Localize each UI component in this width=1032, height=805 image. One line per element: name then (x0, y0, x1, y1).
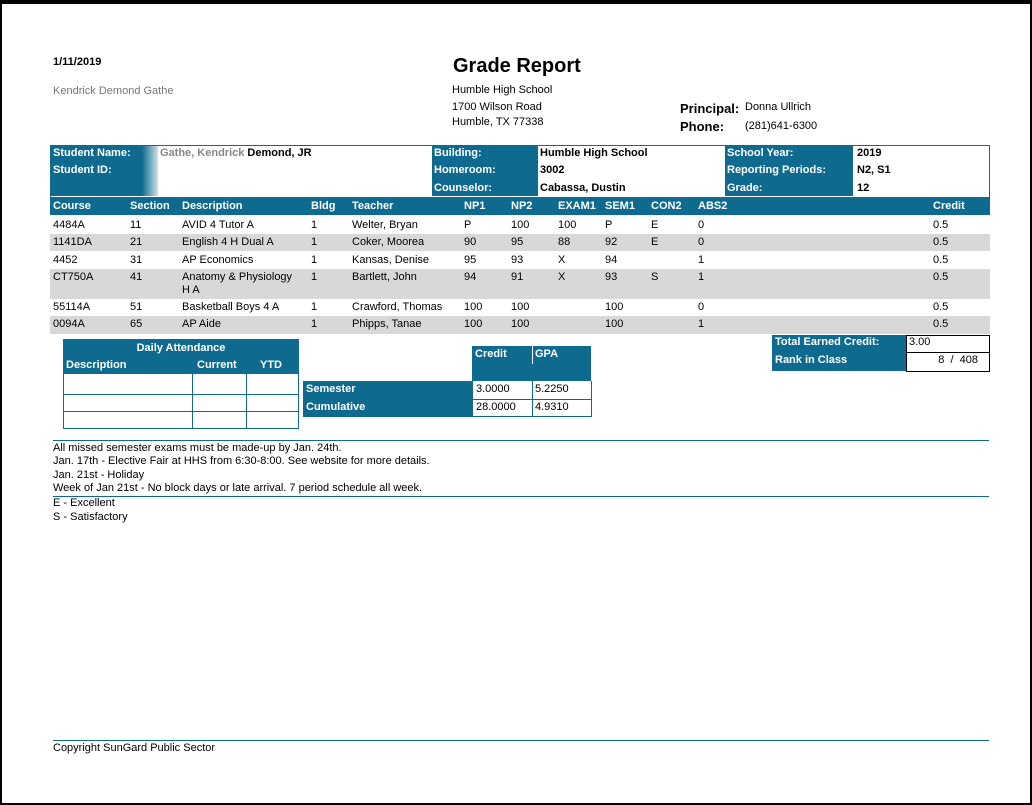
table-cell: 1 (698, 318, 705, 330)
table-cell: 100 (511, 219, 530, 231)
col-teacher: Teacher (352, 200, 394, 212)
table-cell: CT750A (53, 271, 94, 283)
rank-in-class-label: Rank in Class (775, 354, 848, 366)
grade-label: Grade: (727, 182, 763, 194)
attendance-description-header: Description (66, 359, 127, 371)
rank-in-class-value: 8 / 408 (938, 354, 978, 366)
gpa-cumulative-gpa: 4.9310 (535, 401, 569, 413)
col-sem1: SEM1 (605, 200, 635, 212)
table-cell: 65 (130, 318, 143, 330)
table-cell: 31 (130, 254, 143, 266)
student-name-value (160, 147, 312, 159)
table-cell: E (651, 219, 659, 231)
table-cell: 4452 (53, 254, 78, 266)
table-cell: 94 (464, 271, 477, 283)
table-cell: Phipps, Tanae (352, 318, 422, 330)
col-abs2: ABS2 (698, 200, 728, 212)
legend-item: S - Satisfactory (53, 511, 128, 523)
table-cell: 0.5 (933, 301, 949, 313)
attendance-current-header: Current (197, 359, 237, 371)
student-name-label: Student Name: (53, 147, 131, 159)
table-cell: 100 (464, 301, 483, 313)
course-table-header (50, 198, 990, 215)
page-title: Grade Report (453, 55, 581, 77)
table-cell: 51 (130, 301, 143, 313)
table-cell: 95 (511, 236, 524, 248)
reporting-periods-value: N2, S1 (857, 164, 891, 176)
table-cell: X (558, 254, 566, 266)
principal-value: Donna Ullrich (745, 101, 812, 113)
legend-item: E - Excellent (53, 497, 115, 509)
table-cell: 1 (311, 254, 318, 266)
table-cell: Welter, Bryan (352, 219, 418, 231)
total-earned-credit-value: 3.00 (909, 336, 931, 348)
table-cell: 1141DA (53, 236, 92, 248)
col-np1: NP1 (464, 200, 486, 212)
building-label: Building: (434, 147, 482, 159)
table-cell: 0 (698, 219, 705, 231)
school-name: Humble High School (452, 84, 553, 96)
table-cell: 93 (605, 271, 618, 283)
message-line: Week of Jan 21st - No block days or late arrival. 7 period schedule all week. (53, 482, 423, 494)
col-credit: Credit (933, 200, 965, 212)
table-cell: 0.5 (933, 271, 949, 283)
student-name-middle: Demond, JR (244, 147, 312, 159)
table-row (50, 252, 990, 269)
table-cell: AP Aide (182, 318, 221, 330)
counselor-label: Counselor: (434, 182, 493, 194)
divider (53, 440, 989, 441)
table-cell: 55114A (53, 301, 91, 313)
table-cell: AP Economics (182, 254, 254, 266)
table-cell: 100 (464, 318, 483, 330)
gpa-semester-credit: 3.0000 (476, 383, 510, 395)
gpa-gpa-header: GPA (535, 348, 559, 360)
table-cell: 1 (698, 254, 705, 266)
table-cell: Anatomy & Physiology (182, 271, 293, 283)
reporting-periods-label: Reporting Periods: (727, 164, 827, 176)
table-cell: 94 (605, 254, 618, 266)
student-display-name: Kendrick Demond Gathe (53, 85, 174, 97)
gpa-credit-header: Credit (475, 348, 507, 360)
daily-attendance-table (63, 339, 299, 429)
table-cell: 1 (311, 301, 318, 313)
table-cell: 0.5 (933, 318, 949, 330)
table-cell: X (558, 271, 566, 283)
table-cell: 4484A (53, 219, 85, 231)
table-cell: 1 (311, 271, 318, 283)
footer-divider (53, 740, 989, 741)
col-exam1: EXAM1 (558, 200, 596, 212)
table-cell: 100 (558, 219, 577, 231)
col-description: Description (182, 200, 243, 212)
table-row (50, 299, 990, 316)
col-section: Section (130, 200, 170, 212)
principal-label: Principal: (680, 101, 740, 116)
attendance-ytd-header: YTD (260, 359, 282, 371)
table-cell: 1 (698, 271, 705, 283)
table-cell: 1 (311, 236, 318, 248)
table-cell: H A (182, 284, 200, 296)
table-cell: AVID 4 Tutor A (182, 219, 254, 231)
school-year-label: School Year: (727, 147, 794, 159)
table-row (50, 316, 990, 334)
message-line: All missed semester exams must be made-up by Jan. 24th. (53, 442, 342, 454)
building-value: Humble High School (540, 147, 648, 159)
table-cell: 93 (511, 254, 524, 266)
table-cell: 100 (511, 301, 530, 313)
table-cell: 1 (311, 219, 318, 231)
gpa-semester-label: Semester (306, 383, 356, 395)
table-cell: Bartlett, John (352, 271, 417, 283)
school-year-value: 2019 (857, 147, 882, 159)
table-cell: 100 (511, 318, 530, 330)
table-cell: 0094A (53, 318, 85, 330)
table-cell: Crawford, Thomas (352, 301, 443, 313)
table-cell: E (651, 236, 659, 248)
table-row (50, 217, 990, 234)
copyright: Copyright SunGard Public Sector (53, 742, 216, 754)
table-cell: 41 (130, 271, 143, 283)
table-cell: 91 (511, 271, 524, 283)
attendance-title: Daily Attendance (136, 342, 226, 354)
table-cell: S (651, 271, 659, 283)
table-cell: 1 (311, 318, 318, 330)
table-cell: 100 (605, 301, 624, 313)
table-row (50, 269, 990, 299)
school-city: Humble, TX 77338 (452, 116, 544, 128)
table-cell: 0.5 (933, 254, 949, 266)
total-earned-credit-label: Total Earned Credit: (775, 336, 880, 348)
table-cell: 11 (130, 219, 142, 231)
table-cell: 0 (698, 301, 705, 313)
table-cell: English 4 H Dual A (182, 236, 274, 248)
report-date: 1/11/2019 (53, 56, 102, 68)
table-cell: 0.5 (933, 219, 949, 231)
gpa-semester-gpa: 5.2250 (535, 383, 569, 395)
table-cell: 100 (605, 318, 624, 330)
divider (53, 496, 989, 497)
table-cell: Kansas, Denise (352, 254, 430, 266)
gpa-cumulative-credit: 28.0000 (476, 401, 516, 413)
grade-value: 12 (857, 182, 870, 194)
table-cell: 92 (605, 236, 618, 248)
table-cell: 0 (698, 236, 705, 248)
student-id-label: Student ID: (53, 164, 112, 176)
table-cell: 88 (558, 236, 571, 248)
table-cell: 90 (464, 236, 477, 248)
gpa-cumulative-label: Cumulative (306, 401, 366, 413)
school-address: 1700 Wilson Road (452, 101, 542, 113)
counselor-value: Cabassa, Dustin (540, 182, 626, 194)
table-cell: P (605, 219, 613, 231)
col-con2: CON2 (651, 200, 682, 212)
col-course: Course (53, 200, 91, 212)
table-cell: 0.5 (933, 236, 949, 248)
message-line: Jan. 21st - Holiday (53, 469, 145, 481)
phone-value: (281)641-6300 (745, 120, 818, 132)
col-np2: NP2 (511, 200, 533, 212)
message-line: Jan. 17th - Elective Fair at HHS from 6:30-8:00. See website for more details. (53, 455, 430, 467)
col-bldg: Bldg (311, 200, 336, 212)
student-name-last-first: Gathe, Kendrick (160, 147, 245, 159)
phone-label: Phone: (680, 119, 725, 134)
table-cell: Basketball Boys 4 A (182, 301, 280, 313)
homeroom-value: 3002 (540, 164, 565, 176)
table-row (50, 234, 990, 251)
homeroom-label: Homeroom: (434, 164, 496, 176)
table-cell: Coker, Moorea (352, 236, 425, 248)
table-cell: 95 (464, 254, 477, 266)
table-cell: 21 (130, 236, 143, 248)
table-cell: P (464, 219, 472, 231)
